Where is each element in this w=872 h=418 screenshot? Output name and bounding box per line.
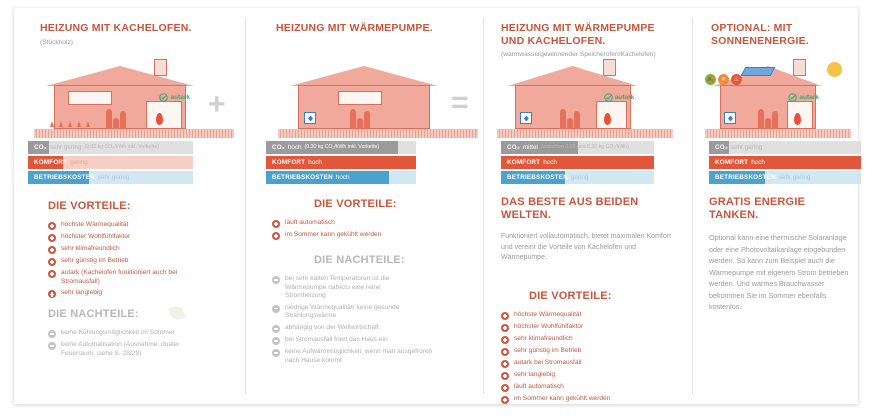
list-item-label: läuft automatisch: [285, 219, 335, 226]
check-circle-icon: [788, 93, 797, 102]
list-item: [48, 269, 233, 286]
plus-icon: [501, 384, 509, 392]
list-item-label: keine Aufwärmmöglichkeit, wenn man ausgefroren nach Hause kommt: [285, 347, 433, 364]
heat-pump-icon: [520, 112, 532, 124]
people-icon: [560, 109, 580, 129]
list-item: [272, 324, 482, 333]
column-header: [40, 22, 232, 47]
list-item: [501, 395, 686, 404]
metric-value: gering: [70, 158, 88, 166]
column-title: HEIZUNG MIT KACHELOFEN.: [40, 22, 192, 34]
metric-bar-betriebskosten: [709, 171, 861, 184]
metric-label: KOMFORT: [34, 158, 68, 166]
check-circle-icon: [604, 93, 613, 102]
list-item: [501, 383, 686, 392]
list-item-label: keine Kühlungsmöglichkeit im Sommer: [61, 329, 175, 336]
metric-bars: [709, 141, 861, 186]
flame-badge-icon: ♨: [731, 74, 742, 85]
advantages-list: [272, 219, 472, 240]
section-headline: [501, 196, 681, 264]
list-item: [48, 221, 233, 230]
section-vorteile: [501, 290, 686, 407]
list-item-label: autark bei Stromausfall: [514, 359, 582, 366]
column-subtitle: (Stückholz): [40, 38, 73, 46]
column-waermepumpe: [250, 8, 478, 404]
people-icon: [350, 109, 370, 129]
plus-icon: [501, 324, 509, 332]
metric-bar-co2: [501, 141, 654, 154]
metric-bar-betriebskosten: [28, 171, 193, 184]
list-item-label: höchster Wohlfühlfaktor: [61, 233, 131, 240]
metric-label: CO₂: [272, 143, 285, 151]
metric-value: sehr gering: [730, 143, 763, 151]
flame-icon: [156, 113, 163, 125]
people-icon: [758, 109, 778, 129]
metric-bar-komfort: [709, 156, 861, 169]
metric-value: hoch: [751, 158, 765, 166]
column-header: [501, 22, 674, 59]
plus-icon: [272, 232, 280, 240]
chimney-shape: [603, 59, 616, 76]
list-item-label: sehr langlebig: [61, 289, 103, 297]
column-sonnenenergie: [697, 8, 858, 404]
leaf-badge-icon: 🍂: [705, 74, 716, 85]
list-item: [272, 275, 482, 301]
metric-value: hoch: [308, 158, 322, 166]
list-item-label: bei sehr kalten Temperaturen ist die Wärmepumpe nahezu eine reine Stromheizung: [285, 275, 390, 300]
metric-label: CO₂: [34, 143, 47, 151]
column-divider: [692, 18, 693, 394]
column-kachelofen: [14, 8, 242, 404]
headline: DAS BESTE AUS BEIDEN WELTEN.: [501, 196, 639, 221]
disadvantages-list: [272, 275, 482, 365]
plus-icon: [501, 396, 509, 404]
section-title: DIE VORTEILE:: [529, 290, 612, 302]
advantages-list: [501, 311, 686, 404]
body-paragraph: Funktioniert vollautomatisch, bietet maximalen Komfort und vereint die Vorteile von Kachelofen und Wärmepumpe.: [501, 233, 672, 261]
heat-pump-icon: [724, 112, 736, 124]
plus-icon: [48, 222, 56, 230]
section-title: DIE VORTEILE:: [314, 198, 397, 210]
column-divider: [245, 18, 246, 394]
metric-bar-betriebskosten: [501, 171, 654, 184]
list-item-label: sehr klimafreundlich: [514, 335, 573, 342]
plus-icon: [48, 246, 56, 254]
list-item: [272, 336, 482, 345]
metric-label: KOMFORT: [715, 158, 749, 166]
advantages-list: [48, 221, 233, 298]
minus-icon: [272, 337, 280, 345]
metric-label: BETRIEBSKOSTEN: [507, 173, 568, 181]
list-item: [48, 245, 233, 254]
ground-shape: [705, 129, 851, 138]
heat-arrows-icon: [50, 121, 90, 127]
disadvantages-list: [48, 329, 238, 358]
metric-bar-co2: [28, 141, 193, 154]
people-icon: [106, 109, 126, 129]
plus-operator: +: [208, 88, 226, 121]
autark-label: autark: [170, 94, 190, 101]
house-illustration-waermepumpe: [278, 60, 478, 138]
column-header: [711, 22, 848, 47]
chimney-shape: [154, 59, 167, 76]
list-item-label: niedrige Wärmequalität/ keine gesunde Strahlungswärme: [285, 303, 400, 320]
metric-value: hoch: [287, 143, 302, 151]
plus-icon: [272, 220, 280, 228]
section-title: DIE NACHTEILE:: [48, 308, 139, 320]
metric-value: hoch: [335, 173, 350, 181]
column-subtitle: (warmwassergewinnender Speicherofen/Kachelofen): [501, 51, 656, 58]
metric-label: KOMFORT: [272, 158, 306, 166]
list-item: [501, 323, 686, 332]
metric-value: sehr gering: [49, 143, 82, 151]
house-illustration-kombination: [497, 60, 673, 138]
list-item: [48, 341, 238, 358]
metric-label: BETRIEBSKOSTEN: [715, 173, 776, 181]
column-title: HEIZUNG MIT WÄRMEPUMPE UND KACHELOFEN.: [501, 22, 655, 47]
section-title: DIE NACHTEILE:: [314, 254, 405, 266]
metric-label: CO₂: [715, 143, 728, 151]
sun-icon: [827, 62, 842, 77]
metric-label: CO₂: [507, 143, 520, 151]
plus-icon: [501, 312, 509, 320]
plus-icon: [48, 270, 56, 278]
column-title: OPTIONAL: MIT SONNENENERGIE.: [711, 22, 809, 47]
list-item-label: sehr günstig im Betrieb: [514, 347, 582, 354]
plus-icon: [501, 372, 509, 380]
plus-icon: [48, 290, 56, 298]
column-divider: [483, 18, 484, 394]
metric-bars: [28, 141, 193, 186]
window-shape: [68, 91, 112, 105]
list-item-label: höchster Wohlfühlfaktor: [514, 323, 584, 330]
list-item: [272, 348, 482, 365]
metric-value: sehr gering: [778, 173, 811, 181]
list-item: [48, 233, 233, 242]
list-item: [272, 219, 472, 228]
metric-note: (0.02 kg CO₂/kWh inkl. Vorkette): [84, 144, 160, 151]
plus-icon: [501, 336, 509, 344]
column-kombination: [487, 8, 684, 404]
body-paragraph: Optional kann eine thermische Solaranlage oder eine Photovoltaikanlage eingebunden werden. So kann zum Beispiel auch die Wärmepumpe mit eigenem Strom betrieben werden. Und warmes Brauchwasser bekommen Sie im Sommer ebenfalls kostenlos.: [709, 233, 849, 311]
plus-icon: [48, 258, 56, 266]
roof-shape: [290, 66, 438, 86]
list-item: [48, 257, 233, 266]
list-item-label: sehr günstig im Betrieb: [61, 257, 129, 264]
metric-bar-betriebskosten: [266, 171, 416, 184]
column-header: [276, 22, 468, 35]
metric-value: gering: [570, 173, 589, 181]
list-item-label: läuft automatisch: [514, 383, 564, 390]
equals-operator: =: [451, 86, 469, 119]
plus-icon: [501, 348, 509, 356]
list-item-label: keine Automatisation (Ausnahme: dualer Feuerraum, siehe S. 28/29): [61, 341, 180, 357]
metric-bar-komfort: [501, 156, 654, 169]
section-headline: [709, 196, 859, 313]
list-item: [272, 231, 472, 240]
metric-bar-co2: [709, 141, 861, 154]
list-item: [501, 347, 686, 356]
autark-badge: [788, 93, 819, 102]
metric-label: BETRIEBSKOSTEN: [272, 173, 333, 181]
metric-label: BETRIEBSKOSTEN: [34, 173, 95, 181]
fireplace-shape: [596, 101, 628, 129]
list-item: [501, 311, 686, 320]
autark-badge: [604, 93, 635, 102]
list-item: [272, 304, 482, 321]
ground-shape: [497, 129, 673, 138]
minus-icon: [48, 342, 56, 350]
chimney-shape: [793, 59, 806, 76]
list-item: [501, 359, 686, 368]
ground-shape: [34, 129, 234, 138]
section-vorteile: [272, 198, 472, 243]
check-circle-icon: [159, 93, 168, 102]
window-shape: [338, 91, 382, 105]
section-vorteile: [48, 200, 233, 301]
flame-icon: [794, 113, 801, 125]
metric-bars: [266, 141, 416, 186]
metric-bar-co2: [266, 141, 416, 154]
metric-note: (zwischen 0.02 und 0.30 kg CO₂/kWh): [540, 144, 629, 151]
metric-note: (0.30 kg CO₂/kWh inkl. Vorkette): [304, 144, 380, 151]
list-item-label: höchste Wärmequalität: [514, 311, 582, 318]
sun-badge-icon: ☀: [718, 74, 729, 85]
list-item: [501, 371, 686, 380]
list-item-label: sehr langlebig: [514, 371, 556, 378]
list-item-label: höchste Wärmequalität: [61, 221, 129, 228]
list-item-label: bei Stromausfall friert das Haus ein: [285, 335, 388, 343]
list-item: [501, 335, 686, 344]
minus-icon: [272, 349, 280, 357]
metric-label: KOMFORT: [507, 158, 541, 166]
plus-icon: [501, 360, 509, 368]
energy-badges: [705, 74, 742, 85]
metric-bars: [501, 141, 654, 186]
house-illustration-sonnenenergie: [705, 60, 851, 138]
fireplace-shape: [146, 101, 182, 129]
roof-shape: [508, 66, 638, 86]
section-nachteile: [272, 254, 482, 368]
list-item: [48, 289, 233, 298]
list-item-label: im Sommer kann gekühlt werden: [514, 395, 611, 402]
plus-icon: [48, 234, 56, 242]
metric-value: mittel: [522, 143, 538, 151]
metric-value: sehr gering: [97, 173, 130, 181]
house-illustration-kachelofen: [34, 60, 234, 138]
metric-bar-komfort: [28, 156, 193, 169]
list-item: [48, 329, 238, 338]
autark-badge: [159, 93, 190, 102]
headline: GRATIS ENERGIE TANKEN.: [709, 196, 806, 221]
section-title: DIE VORTEILE:: [48, 200, 131, 212]
list-item-label: sehr klimafreundlich: [61, 245, 120, 252]
minus-icon: [272, 305, 280, 313]
heat-pump-icon: [304, 112, 316, 124]
list-item-label: autark (Kachelofen funktioniert auch bei Stromausfall): [61, 269, 178, 285]
section-nachteile: [48, 308, 238, 361]
minus-icon: [48, 330, 56, 338]
list-item-label: abhängig von der Weltwirtschaft: [285, 323, 379, 331]
metric-bar-komfort: [266, 156, 416, 169]
metric-value: hoch: [543, 158, 557, 166]
roof-shape: [46, 66, 194, 86]
infographic-card: [14, 8, 858, 404]
column-title: HEIZUNG MIT WÄRMEPUMPE.: [276, 22, 433, 34]
autark-label: autark: [799, 94, 819, 101]
autark-label: autark: [614, 94, 635, 101]
minus-icon: [272, 325, 280, 333]
solar-panel-icon: [741, 67, 776, 76]
ground-shape: [278, 129, 478, 138]
list-item-label: im Sommer kann gekühlt werden: [285, 231, 382, 238]
minus-icon: [272, 276, 280, 284]
